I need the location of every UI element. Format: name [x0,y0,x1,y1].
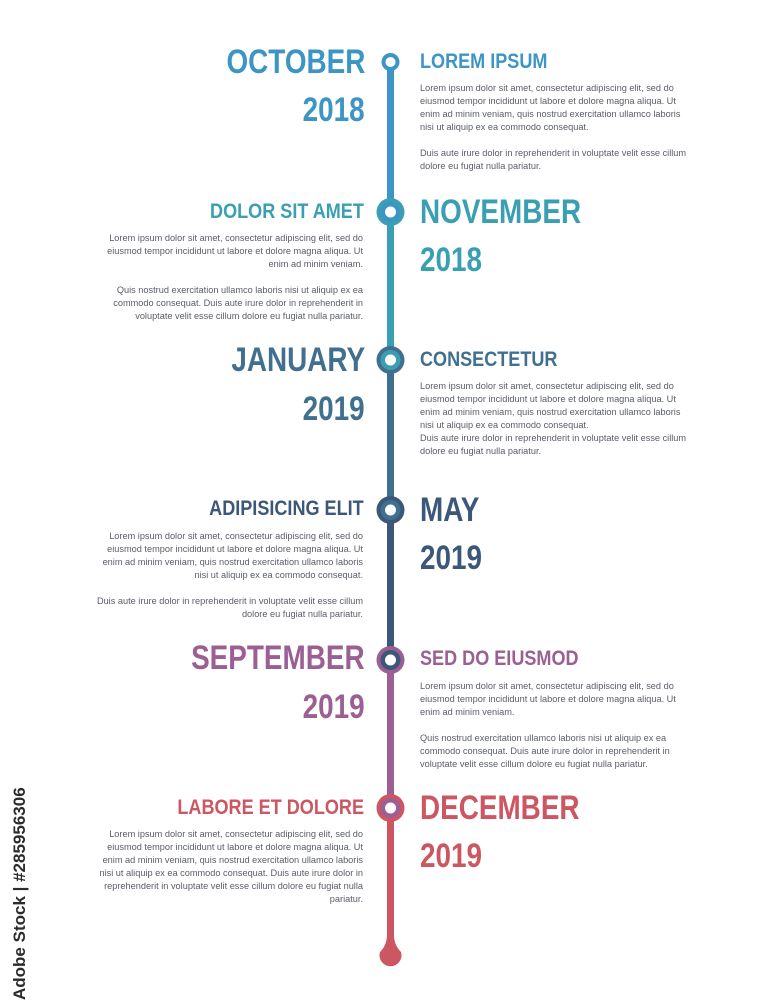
entry-body [420,680,688,784]
body-paragraph: Lorem ipsum dolor sit amet, consectetur adipiscing elit, sed do eiusmod tempor incididunt ut labore et dolore magna aliqua. Ut enim ad minim veniam, quis nostrud exercitation ullamco laboris nisi ut aliquip ex ea commodo consequat. Duis aute irure dolor in reprehenderit in voluptate velit esse cillum dolore eu fugiat nulla pariatur. [99,829,363,904]
node-1 [382,53,400,71]
body-paragraph: Duis aute irure dolor in reprehenderit in voluptate velit esse cillum dolore eu fugiat nulla pariatur. [420,148,687,171]
entry-body [95,232,363,336]
body-paragraph: Duis aute irure dolor in reprehenderit in voluptate velit esse cillum dolore eu fugiat nulla pariatur. [96,596,363,619]
segment-6 [387,808,394,948]
segment-5 [387,660,394,808]
entry-body [95,530,363,634]
body-paragraph: Quis nostrud exercitation ullamco laboris nisi ut aliquip ex ea commodo consequat. Duis aute irure dolor in reprehenderit in voluptate velit esse cillum dolore eu fugiat nulla pariatur. [113,285,363,321]
body-paragraph: Lorem ipsum dolor sit amet, consectetur adipiscing elit, sed do eiusmod tempor incididunt ut labore et dolore magna aliqua. Ut enim ad minim veniam, quis nostrud exercitation ullamco laboris nisi ut aliquip ex ea commodo consequat. [102,531,363,580]
node-2 [377,198,405,226]
segment-2 [387,212,394,360]
body-paragraph: Duis aute irure dolor in reprehenderit in voluptate velit esse cillum dolore eu fugiat nulla pariatur. [420,433,687,456]
stock-watermark [6,760,36,1000]
month-label: DECEMBER [420,789,580,827]
entry-body [420,82,688,186]
year-label: 2019 [302,688,365,726]
segment-3 [387,360,394,510]
node-5 [377,646,405,674]
year-label: 2018 [302,91,365,129]
entry-title: LOREM IPSUM [420,50,548,73]
year-label: 2019 [302,390,365,428]
entry-body [95,828,363,919]
year-label: 2018 [420,241,483,279]
body-paragraph: Lorem ipsum dolor sit amet, consectetur adipiscing elit, sed do eiusmod tempor incididunt ut labore et dolore magna aliqua. Ut enim ad minim veniam, quis nostrud exercitation ullamco laboris nisi ut aliquip ex ea commodo consequat. [420,83,681,132]
month-label: MAY [420,491,480,529]
month-label: NOVEMBER [420,193,582,231]
month-label: JANUARY [231,341,365,379]
year-label: 2019 [420,539,483,577]
month-label: SEPTEMBER [191,639,365,677]
entry-title: SED DO EIUSMOD [420,647,579,670]
node-4 [377,496,405,524]
entry-title: DOLOR SIT AMET [210,200,364,223]
body-paragraph: Lorem ipsum dolor sit amet, consectetur adipiscing elit, sed do eiusmod tempor incididunt ut labore et dolore magna aliqua. Ut enim ad minim veniam. [107,233,363,269]
end-drop [380,935,402,966]
month-label: OCTOBER [226,43,365,81]
body-paragraph: Quis nostrud exercitation ullamco laboris nisi ut aliquip ex ea commodo consequat. Duis aute irure dolor in reprehenderit in voluptate velit esse cillum dolore eu fugiat nulla pariatur. [420,733,670,769]
entry-body [420,380,688,471]
node-6 [377,794,405,822]
node-3 [377,346,405,374]
segment-1 [387,62,394,212]
segment-4 [387,510,394,660]
entry-title: LABORE ET DOLORE [177,796,364,819]
entry-title: ADIPISICING ELIT [209,497,364,520]
watermark-text: Adobe Stock | #285956306 [10,787,29,1000]
year-label: 2019 [420,837,483,875]
body-paragraph: Lorem ipsum dolor sit amet, consectetur adipiscing elit, sed do eiusmod tempor incididunt ut labore et dolore magna aliqua. Ut enim ad minim veniam. [420,681,676,717]
entry-title: CONSECTETUR [420,348,558,371]
body-paragraph: Lorem ipsum dolor sit amet, consectetur adipiscing elit, sed do eiusmod tempor incididunt ut labore et dolore magna aliqua. Ut enim ad minim veniam, quis nostrud exercitation ullamco laboris nisi ut aliquip ex ea commodo consequat. [420,381,681,430]
